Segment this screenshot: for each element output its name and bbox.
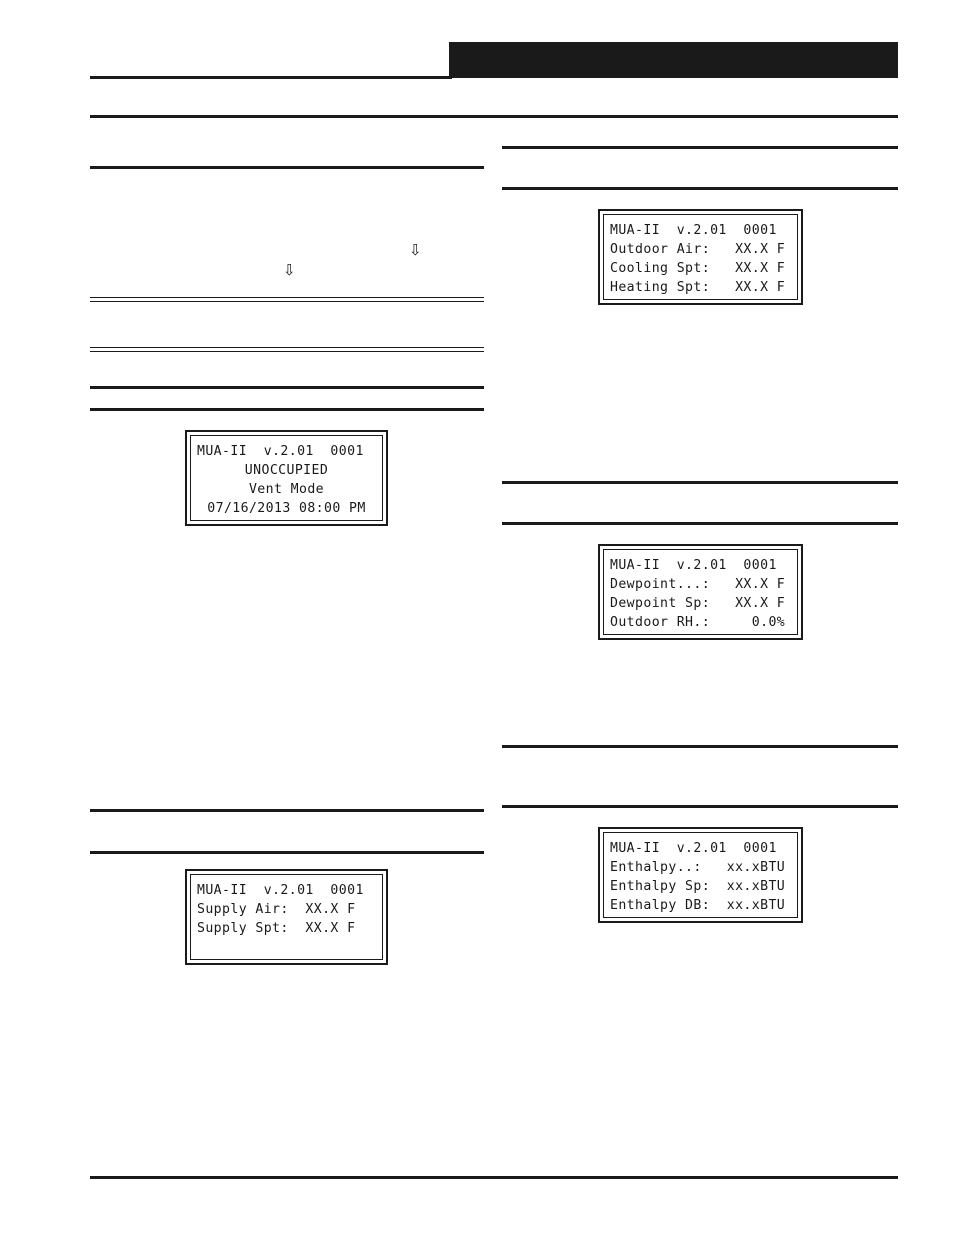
- lcd-line: 07/16/2013 08:00 PM: [207, 501, 366, 516]
- lcd-line: Supply Spt: XX.X F: [197, 921, 356, 936]
- lcd-supply-air-screen: [185, 869, 388, 965]
- lcd-line: Vent Mode: [248, 482, 325, 497]
- right-section-rule-1: [502, 146, 898, 149]
- right-section-rule-3: [502, 481, 898, 484]
- left-section-rule-3: [90, 408, 484, 411]
- lcd-line: MUA-II v.2.01 0001: [610, 558, 777, 573]
- lcd-line: MUA-II v.2.01 0001: [197, 444, 364, 459]
- section-rule-top: [90, 115, 898, 118]
- left-section-rule-1: [90, 166, 484, 169]
- lcd-line: MUA-II v.2.01 0001: [610, 223, 777, 238]
- right-section-rule-4: [502, 522, 898, 525]
- lcd-line: Supply Air: XX.X F: [197, 902, 356, 917]
- down-arrow-icon: ⇩: [283, 261, 296, 279]
- right-section-rule-6: [502, 805, 898, 808]
- note-rule-top-a: [90, 297, 484, 298]
- right-section-rule-5: [502, 745, 898, 748]
- lcd-line: [197, 938, 376, 957]
- left-section-rule-4: [90, 809, 484, 812]
- note-rule-bottom-b: [90, 351, 484, 352]
- header-rule: [90, 76, 452, 79]
- lcd-line: Dewpoint Sp: XX.X F: [610, 596, 786, 611]
- lcd-line: MUA-II v.2.01 0001: [610, 841, 777, 856]
- lcd-enthalpy-screen: [598, 827, 803, 923]
- lcd-line: Outdoor RH.: 0.0%: [610, 615, 786, 630]
- lcd-status-screen: [185, 430, 388, 526]
- left-section-rule-2: [90, 386, 484, 389]
- note-rule-bottom-a: [90, 347, 484, 348]
- lcd-dewpoint-screen: [598, 544, 803, 640]
- lcd-line: Dewpoint...: XX.X F: [610, 577, 786, 592]
- lcd-line: Heating Spt: XX.X F: [610, 280, 786, 295]
- lcd-line: Cooling Spt: XX.X F: [610, 261, 786, 276]
- lcd-line: Enthalpy DB: xx.xBTU: [610, 898, 786, 913]
- lcd-line: UNOCCUPIED: [244, 463, 329, 478]
- note-rule-top-b: [90, 301, 484, 302]
- left-section-rule-5: [90, 851, 484, 854]
- down-arrow-icon: ⇩: [409, 241, 422, 259]
- header-title-bar: [449, 42, 898, 78]
- lcd-line: MUA-II v.2.01 0001: [197, 883, 364, 898]
- lcd-line: Enthalpy Sp: xx.xBTU: [610, 879, 786, 894]
- lcd-outdoor-air-screen: [598, 209, 803, 305]
- right-section-rule-2: [502, 187, 898, 190]
- footer-rule: [90, 1176, 898, 1179]
- lcd-line: Outdoor Air: XX.X F: [610, 242, 786, 257]
- lcd-line: Enthalpy..: xx.xBTU: [610, 860, 786, 875]
